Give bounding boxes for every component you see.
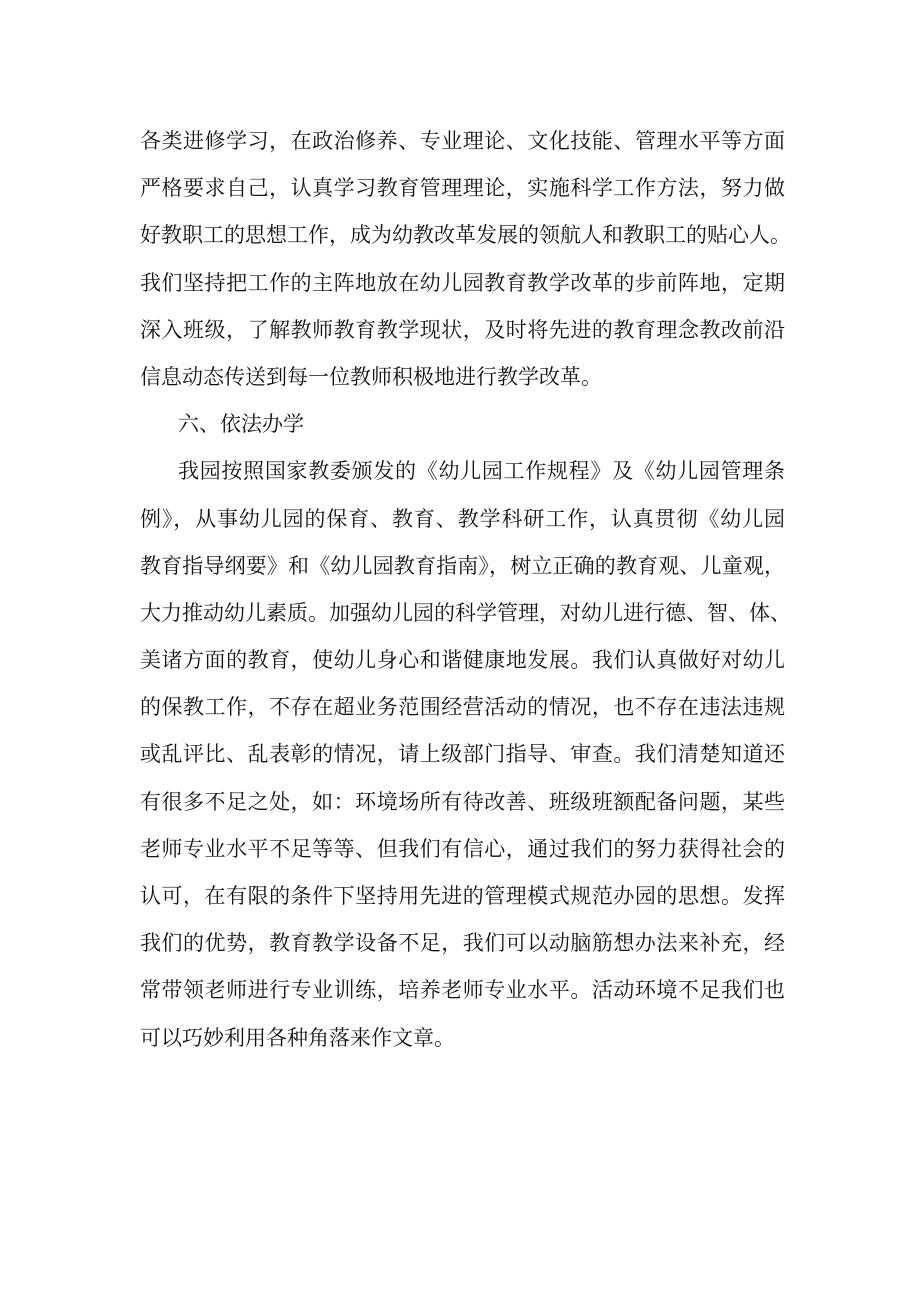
section-heading: 六、依法办学 [178,412,304,437]
text-line: 教育指导纲要》和《幼儿园教育指南》，树立正确的教育观、儿童观， [140,553,785,578]
text-line: 老师专业水平不足等等、但我们有信心，通过我们的努力获得社会的 [140,836,785,861]
text-line: 常带领老师进行专业训练，培养老师专业水平。活动环境不足我们也 [140,978,785,1003]
document-body [140,118,791,1062]
text-line: 可以巧妙利用各种角落来作文章。 [140,1025,455,1050]
text-line: 严格要求自己，认真学习教育管理理论，实施科学工作方法，努力做 [140,176,785,201]
text-line: 认可，在有限的条件下坚持用先进的管理模式规范办园的思想。发挥 [140,884,785,908]
text-line: 我们坚持把工作的主阵地放在幼儿园教育教学改革的步前阵地，定期 [140,270,785,295]
text-line: 或乱评比、乱表彰的情况，请上级部门指导、审查。我们清楚知道还 [140,742,785,767]
text-line: 我们的优势，教育教学设备不足，我们可以动脑筋想办法来补充，经 [140,931,785,956]
text-line: 大力推动幼儿素质。加强幼儿园的科学管理，对幼儿进行德、智、体、 [140,600,791,625]
text-line: 深入班级，了解教师教育教学现状，及时将先进的教育理念教改前沿 [140,317,785,342]
text-line: 好教职工的思想工作，成为幼教改革发展的领航人和教职工的贴心人。 [140,223,791,248]
text-line: 我园按照国家教委颁发的《幼儿园工作规程》及《幼儿园管理条 [178,459,785,484]
text-line: 的保教工作，不存在超业务范围经营活动的情况，也不存在违法违规 [140,695,785,720]
text-line: 各类进修学习，在政治修养、专业理论、文化技能、管理水平等方面 [140,129,785,153]
text-line: 信息动态传送到每一位教师积极地进行教学改革。 [140,364,602,389]
text-line: 美诸方面的教育，使幼儿身心和谐健康地发展。我们认真做好对幼儿 [140,648,785,673]
text-line: 例》，从事幼儿园的保育、教育、教学科研工作，认真贯彻《幼儿园 [140,506,785,531]
text-line: 有很多不足之处，如：环境场所有待改善、班级班额配备问题，某些 [140,789,785,814]
